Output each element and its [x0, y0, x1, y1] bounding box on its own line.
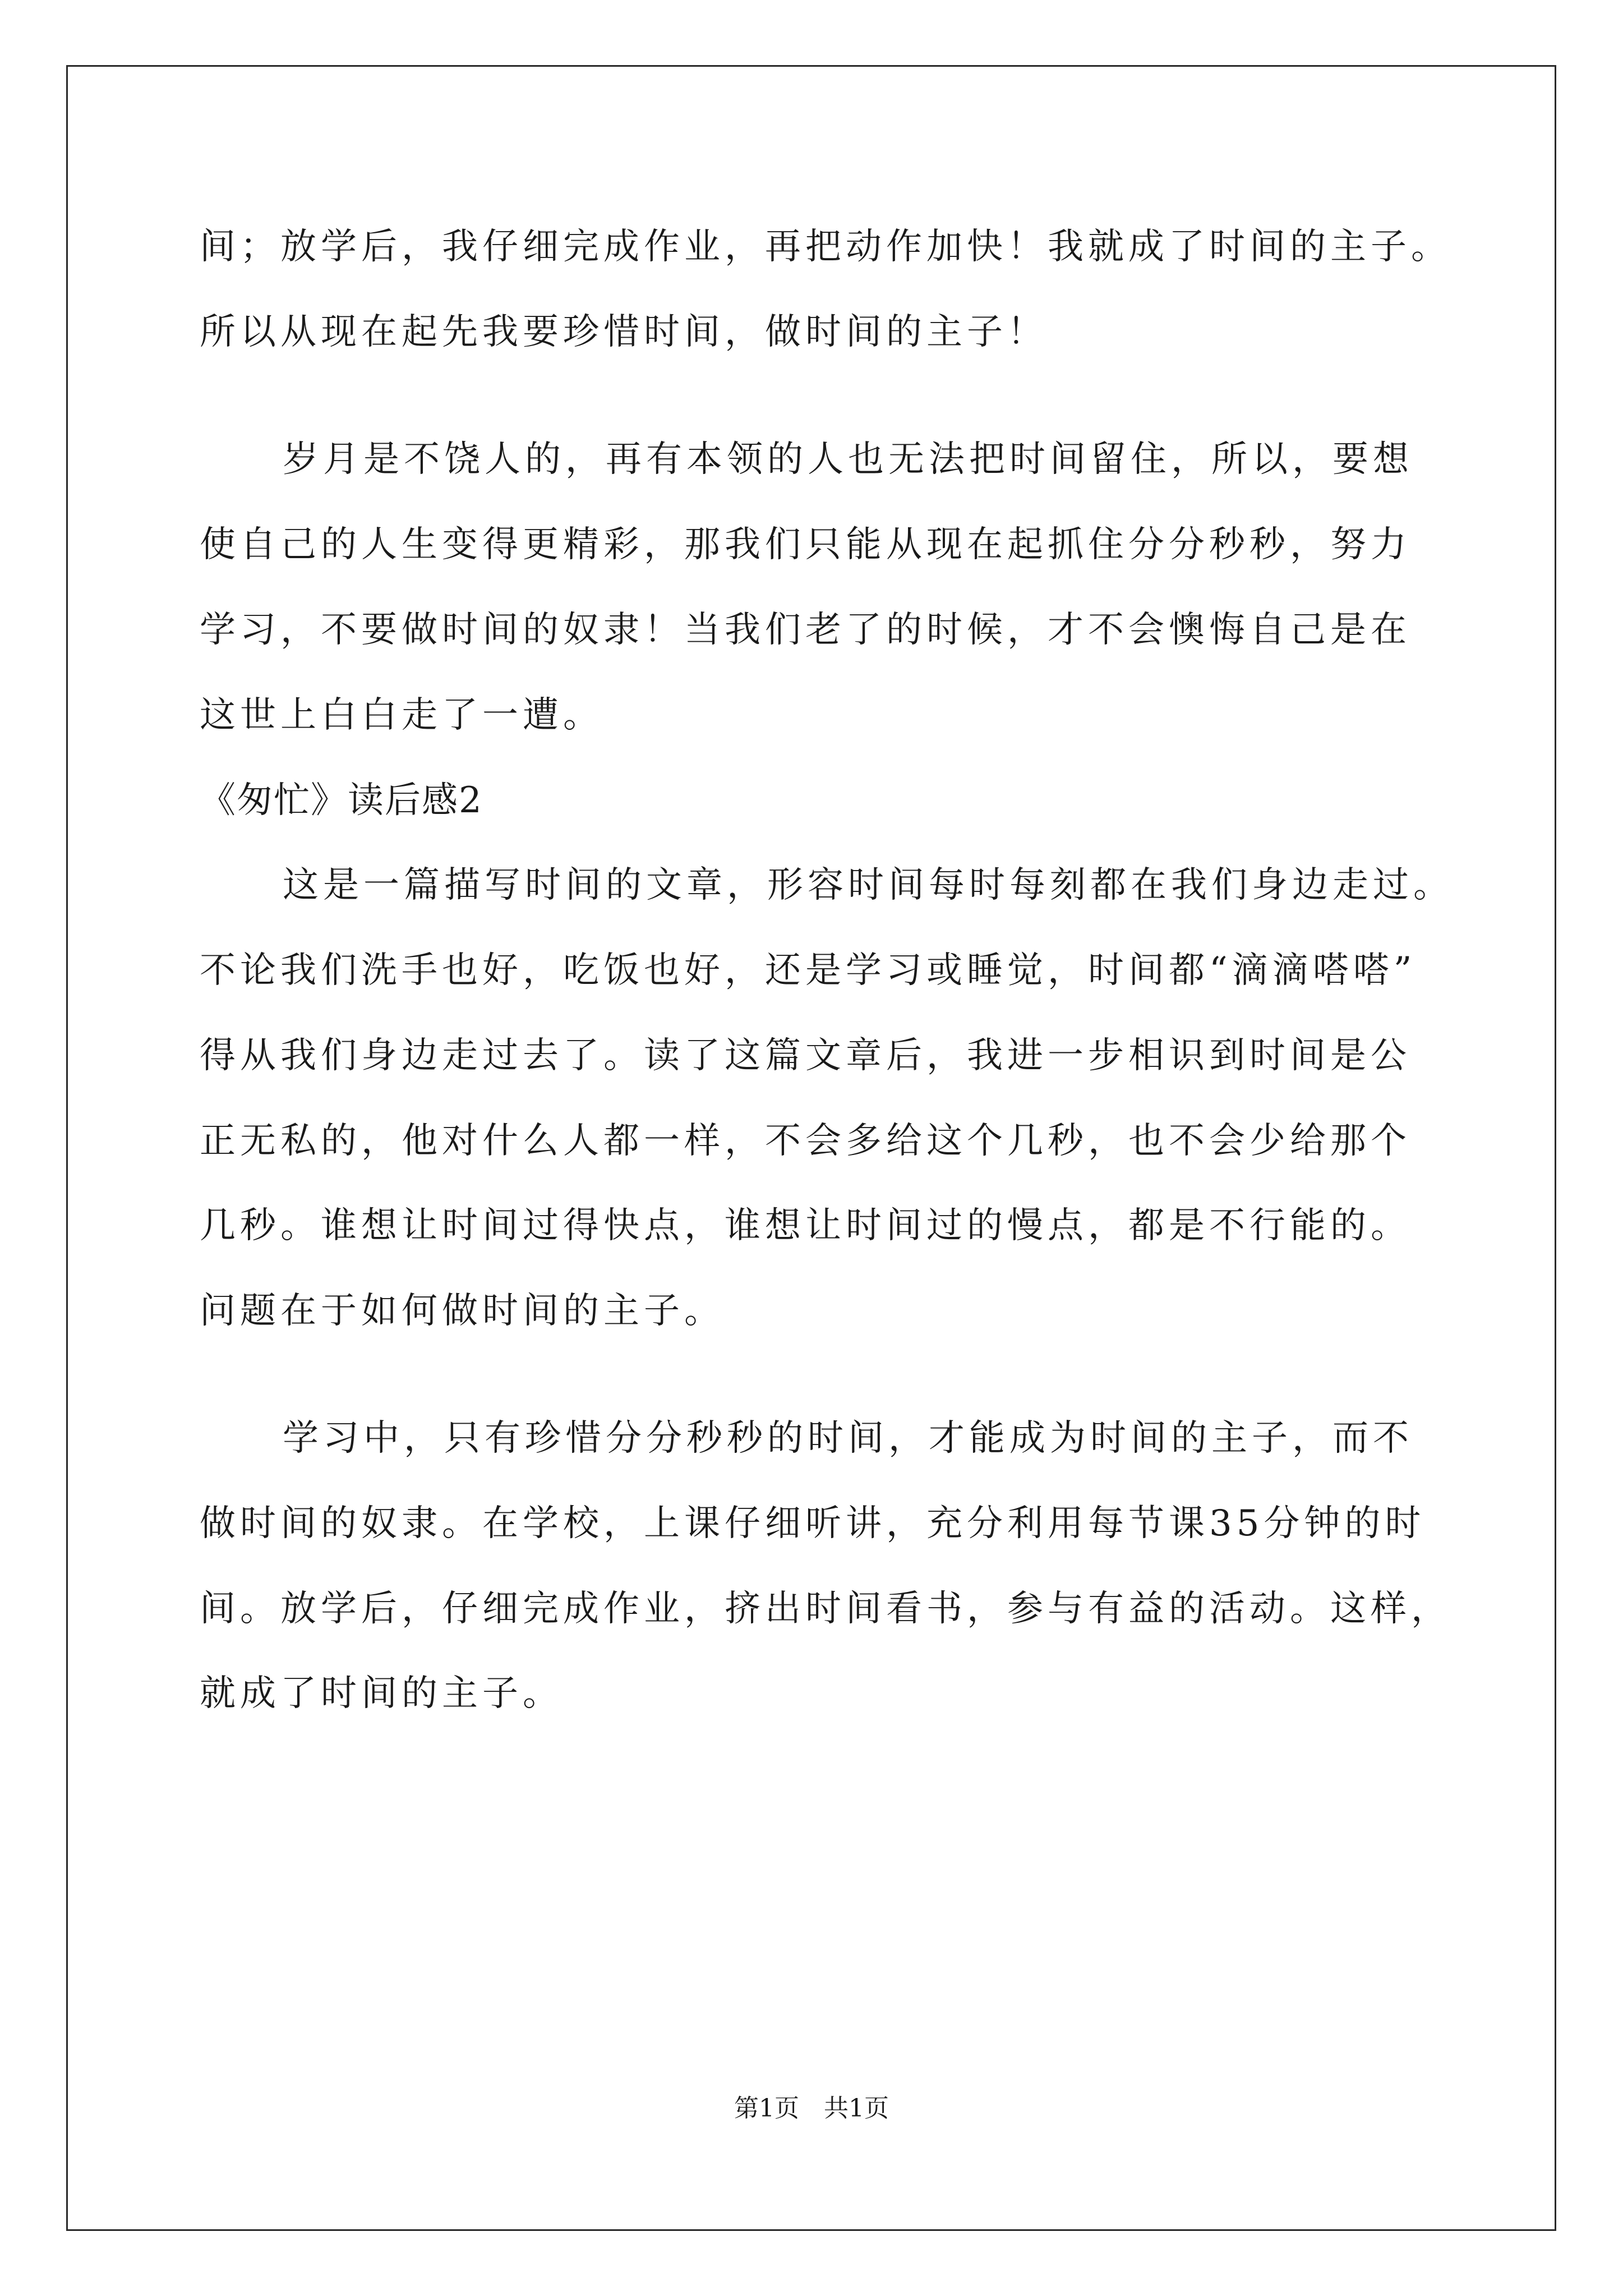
page-footer: 第1页 共1页 — [734, 2094, 889, 2123]
paragraph-line: 学习，不要做时间的奴隶！当我们老了的时候，才不会懊悔自己是在 — [200, 609, 1411, 651]
paragraph-line: 所以从现在起先我要珍惜时间，做时间的主子！ — [200, 311, 1048, 353]
paragraph-line: 学习中，只有珍惜分分秒秒的时间，才能成为时间的主子，而不 — [283, 1418, 1413, 1459]
section-heading: 《匆忙》读后感2 — [200, 780, 483, 821]
paragraph-line: 间。放学后，仔细完成作业，挤出时间看书，参与有益的活动。这样， — [200, 1588, 1451, 1630]
paragraph-line: 就成了时间的主子。 — [200, 1673, 563, 1714]
paragraph-line: 这是一篇描写时间的文章，形容时间每时每刻都在我们身边走过。 — [283, 864, 1454, 906]
paragraph-line: 问题在于如何做时间的主子。 — [200, 1290, 725, 1332]
paragraph-line: 间；放学后，我仔细完成作业，再把动作加快！我就成了时间的主子。 — [200, 226, 1451, 268]
paragraph-line: 正无私的，他对什么人都一样，不会多给这个几秒，也不会少给那个 — [200, 1120, 1411, 1162]
paragraph-line: 这世上白白走了一遭。 — [200, 694, 603, 736]
paragraph-line: 得从我们身边走过去了。读了这篇文章后，我进一步相识到时间是公 — [200, 1035, 1411, 1076]
paragraph-line: 使自己的人生变得更精彩，那我们只能从现在起抓住分分秒秒，努力 — [200, 524, 1411, 565]
paragraph-line: 几秒。谁想让时间过得快点，谁想让时间过的慢点，都是不行能的。 — [200, 1205, 1411, 1246]
paragraph-line: 岁月是不饶人的，再有本领的人也无法把时间留住，所以，要想 — [283, 439, 1413, 480]
paragraph-line: 不论我们洗手也好，吃饭也好，还是学习或睡觉，时间都“滴滴嗒嗒” — [200, 950, 1417, 991]
paragraph-line: 做时间的奴隶。在学校，上课仔细听讲，充分利用每节课35分钟的时 — [200, 1503, 1426, 1544]
